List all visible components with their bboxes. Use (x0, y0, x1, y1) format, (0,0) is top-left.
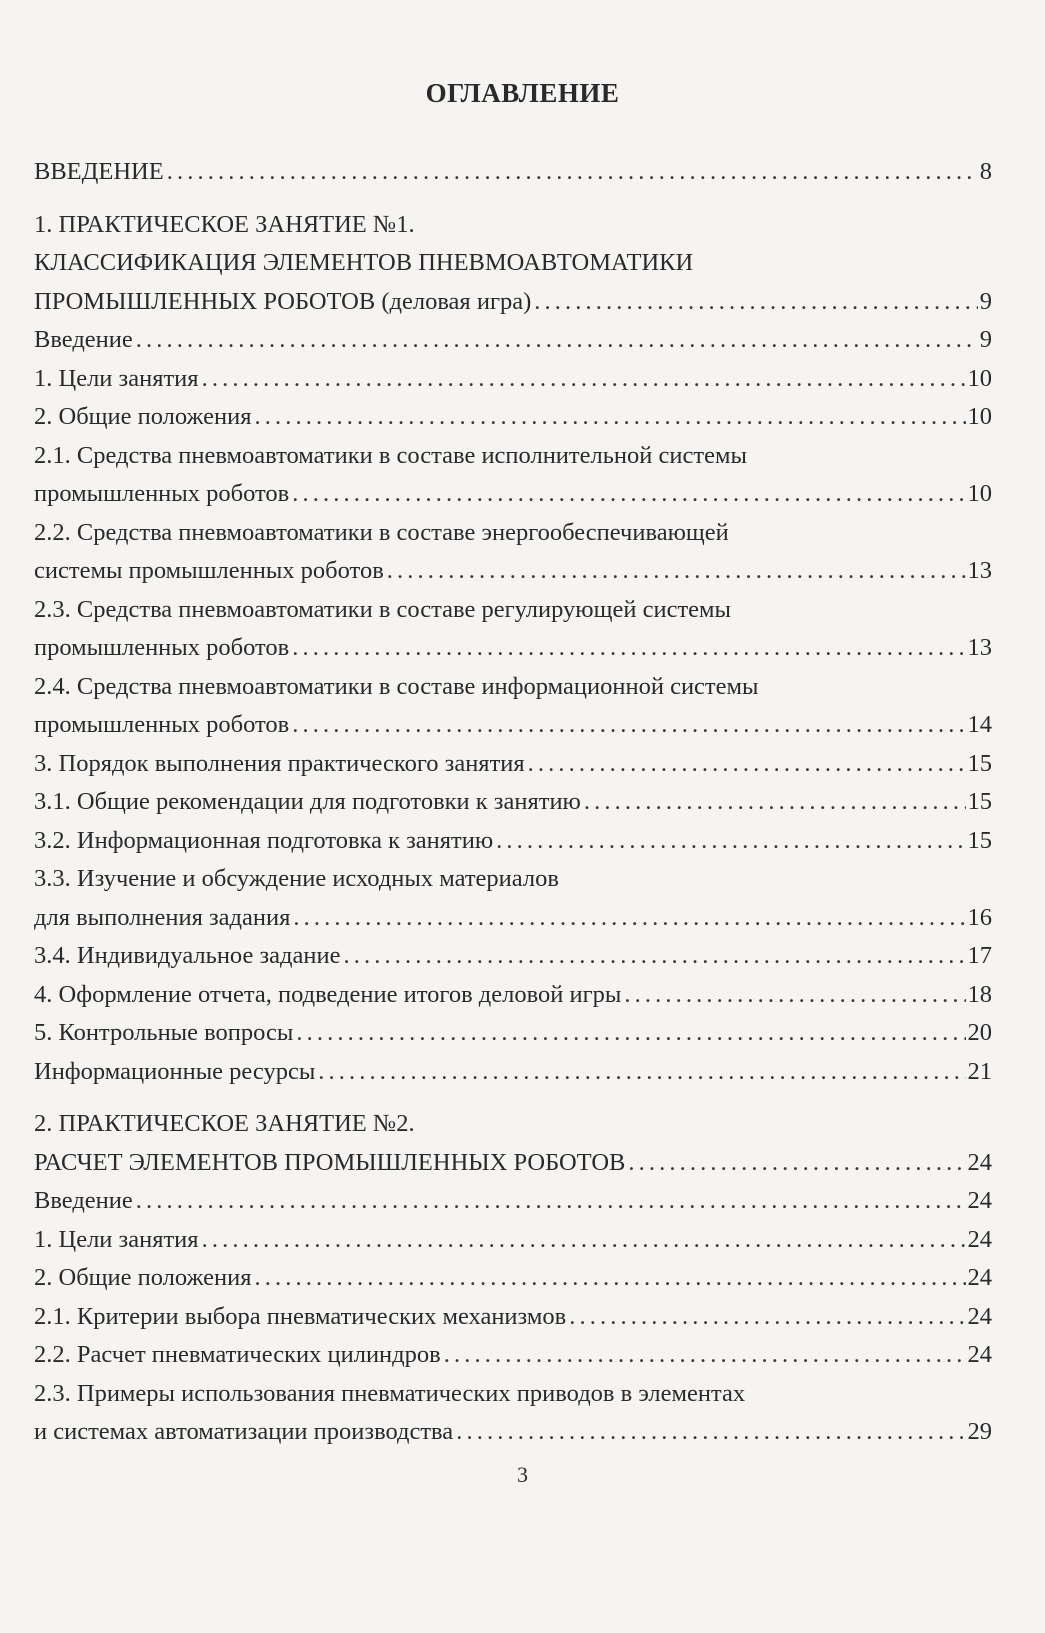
toc-entry-line (34, 1144, 992, 1183)
toc-page-number: 24 (967, 1264, 992, 1291)
toc-page-number: 15 (967, 749, 992, 777)
toc-entry (34, 937, 992, 976)
toc-entry-line (34, 629, 992, 668)
toc-entry-line (34, 153, 992, 192)
toc-page-number: 24 (967, 1302, 992, 1330)
toc-entry (34, 437, 992, 514)
toc-entry-title: 1. Цели занятия (34, 1225, 199, 1253)
toc-entry (34, 1221, 992, 1260)
toc-entry-line (34, 668, 992, 707)
toc-entry-line (34, 475, 992, 514)
toc-entry-line (34, 1375, 992, 1414)
toc-entry-line (34, 937, 992, 976)
toc-entry-line (34, 1259, 992, 1298)
toc-page-number: 16 (967, 903, 992, 931)
toc-entry-title: 2.1. Критерии выбора пневматических механизмов (34, 1302, 567, 1330)
toc-entry-title: 2. ПРАКТИЧЕСКОЕ ЗАНЯТИЕ №2. (34, 1110, 415, 1137)
toc-page-number: 21 (967, 1057, 992, 1085)
toc-page-number: 24 (967, 1187, 992, 1214)
toc-entry (34, 514, 992, 591)
dot-leader (628, 1144, 965, 1183)
toc-entry-title: 5. Контрольные вопросы (34, 1019, 294, 1046)
toc-entry-line (34, 591, 992, 630)
toc-entry-line (34, 1336, 992, 1375)
toc-page-number: 10 (967, 403, 992, 430)
toc-page-number: 9 (979, 326, 992, 353)
dot-leader (202, 1221, 966, 1260)
toc-entry-title: 3.3. Изучение и обсуждение исходных материалов (34, 865, 559, 892)
toc-page-number: 13 (967, 634, 992, 661)
toc-page-number: 29 (967, 1418, 992, 1445)
toc-entry (34, 1182, 992, 1221)
dot-leader (136, 1182, 966, 1221)
toc-entry-line (34, 1413, 992, 1452)
dot-leader (528, 745, 966, 784)
toc-entry-title: РАСЧЕТ ЭЛЕМЕНТОВ ПРОМЫШЛЕННЫХ РОБОТОВ (34, 1148, 626, 1176)
toc-page-number: 14 (967, 711, 992, 738)
dot-leader (136, 321, 978, 360)
dot-leader (569, 1298, 965, 1337)
dot-leader (292, 706, 965, 745)
toc-entry-title: промышленных роботов (34, 634, 290, 661)
dot-leader (456, 1413, 965, 1452)
toc-entry-line (34, 1221, 992, 1260)
toc-entry-title: 1. Цели занятия (34, 364, 199, 392)
toc-entry-title: 2.2. Средства пневмоавтоматики в составе энергообеспечивающей (34, 518, 729, 546)
toc-entry-line (34, 745, 992, 784)
toc-entry-line (34, 1014, 992, 1053)
dot-leader (584, 783, 966, 822)
toc-entry-title: 2.3. Средства пневмоавтоматики в составе регулирующей системы (34, 595, 731, 623)
toc-entry-title: 2.3. Примеры использования пневматических приводов в элементах (34, 1379, 746, 1407)
toc-entry-line (34, 437, 992, 476)
toc-entry-title: ПРОМЫШЛЕННЫХ РОБОТОВ (деловая игра) (34, 287, 532, 315)
toc-entry-line (34, 976, 992, 1015)
toc-entry-line (34, 1298, 992, 1337)
table-of-contents (34, 153, 992, 1452)
toc-entry (34, 1336, 992, 1375)
toc-page-number: 10 (967, 480, 992, 507)
toc-entry-line (34, 244, 992, 283)
toc-entry-line (34, 1105, 992, 1144)
toc-entry (34, 668, 992, 745)
toc-entry-title: Введение (34, 1187, 133, 1214)
toc-page-number: 9 (979, 287, 992, 315)
toc-entry-title: 2.2. Расчет пневматических цилиндров (34, 1341, 441, 1368)
toc-entry-line (34, 822, 992, 861)
toc-entry (34, 591, 992, 668)
toc-entry-title: системы промышленных роботов (34, 557, 384, 584)
toc-entry-title: 4. Оформление отчета, подведение итогов деловой игры (34, 980, 622, 1008)
toc-entry-title: промышленных роботов (34, 480, 290, 507)
toc-entry (34, 360, 992, 399)
dot-leader (255, 398, 966, 437)
toc-entry-line (34, 283, 992, 322)
dot-leader (255, 1259, 966, 1298)
toc-entry-title: и системах автоматизации производства (34, 1418, 454, 1445)
toc-entry (34, 783, 992, 822)
toc-entry-line (34, 398, 992, 437)
toc-page-number: 8 (979, 158, 992, 185)
toc-entry-line (34, 360, 992, 399)
toc-page-number: 24 (967, 1341, 992, 1368)
toc-entry-title: 2. Общие положения (34, 403, 252, 430)
toc-entry (34, 1014, 992, 1053)
toc-entry (34, 1259, 992, 1298)
toc-entry-line (34, 1182, 992, 1221)
toc-entry-title: КЛАССИФИКАЦИЯ ЭЛЕМЕНТОВ ПНЕВМОАВТОМАТИКИ (34, 249, 694, 276)
dot-leader (296, 1014, 965, 1053)
toc-entry-line (34, 1053, 992, 1092)
toc-entry-line (34, 321, 992, 360)
toc-entry-title: 3. Порядок выполнения практического занятия (34, 749, 525, 777)
dot-leader (444, 1336, 966, 1375)
toc-entry (34, 976, 992, 1015)
toc-entry-line (34, 706, 992, 745)
toc-entry (34, 1053, 992, 1092)
page-title: ОГЛАВЛЕНИЕ (425, 78, 620, 108)
toc-entry-title: для выполнения задания (34, 903, 291, 931)
toc-entry (34, 860, 992, 937)
toc-entry (34, 153, 992, 192)
toc-entry-title: 2.1. Средства пневмоавтоматики в составе исполнительной системы (34, 441, 747, 469)
dot-leader (202, 360, 966, 399)
toc-page-number: 24 (967, 1148, 992, 1176)
toc-entry-line (34, 206, 992, 245)
toc-page-number: 13 (967, 557, 992, 584)
dot-leader (343, 937, 965, 976)
toc-entry-line (34, 860, 992, 899)
toc-entry (34, 321, 992, 360)
toc-entry (34, 822, 992, 861)
toc-page-number: 10 (967, 364, 992, 392)
toc-page-number: 18 (967, 980, 992, 1008)
dot-leader (293, 899, 965, 938)
dot-leader (496, 822, 965, 861)
toc-entry-title: 3.4. Индивидуальное задание (34, 942, 341, 969)
toc-entry-title: 3.1. Общие рекомендации для подготовки к занятию (34, 788, 581, 815)
toc-entry-title: Введение (34, 326, 133, 353)
toc-entry (34, 398, 992, 437)
dot-leader (534, 283, 977, 322)
toc-entry-title: Информационные ресурсы (34, 1057, 316, 1085)
dot-leader (624, 976, 965, 1015)
toc-entry-title: 2.4. Средства пневмоавтоматики в составе информационной системы (34, 672, 759, 700)
page-number: 3 (517, 1462, 528, 1487)
dot-leader (292, 629, 965, 668)
toc-entry (34, 1298, 992, 1337)
toc-page-number: 24 (967, 1225, 992, 1253)
toc-entry-line (34, 783, 992, 822)
toc-entry-title: ВВЕДЕНИЕ (34, 158, 164, 185)
toc-entry-title: промышленных роботов (34, 711, 290, 738)
toc-page-number: 17 (967, 942, 992, 969)
toc-entry (34, 206, 992, 322)
toc-entry-line (34, 514, 992, 553)
toc-entry-line (34, 899, 992, 938)
toc-page-number: 15 (967, 788, 992, 815)
toc-entry-title: 1. ПРАКТИЧЕСКОЕ ЗАНЯТИЕ №1. (34, 210, 415, 238)
toc-entry-title: 2. Общие положения (34, 1264, 252, 1291)
dot-leader (167, 153, 978, 192)
toc-entry (34, 745, 992, 784)
toc-page-number: 15 (967, 826, 992, 854)
dot-leader (318, 1053, 965, 1092)
toc-entry-title: 3.2. Информационная подготовка к занятию (34, 826, 494, 854)
dot-leader (292, 475, 965, 514)
toc-page-number: 20 (967, 1019, 992, 1046)
toc-entry-line (34, 552, 992, 591)
toc-entry (34, 1375, 992, 1452)
toc-entry (34, 1105, 992, 1182)
dot-leader (387, 552, 966, 591)
